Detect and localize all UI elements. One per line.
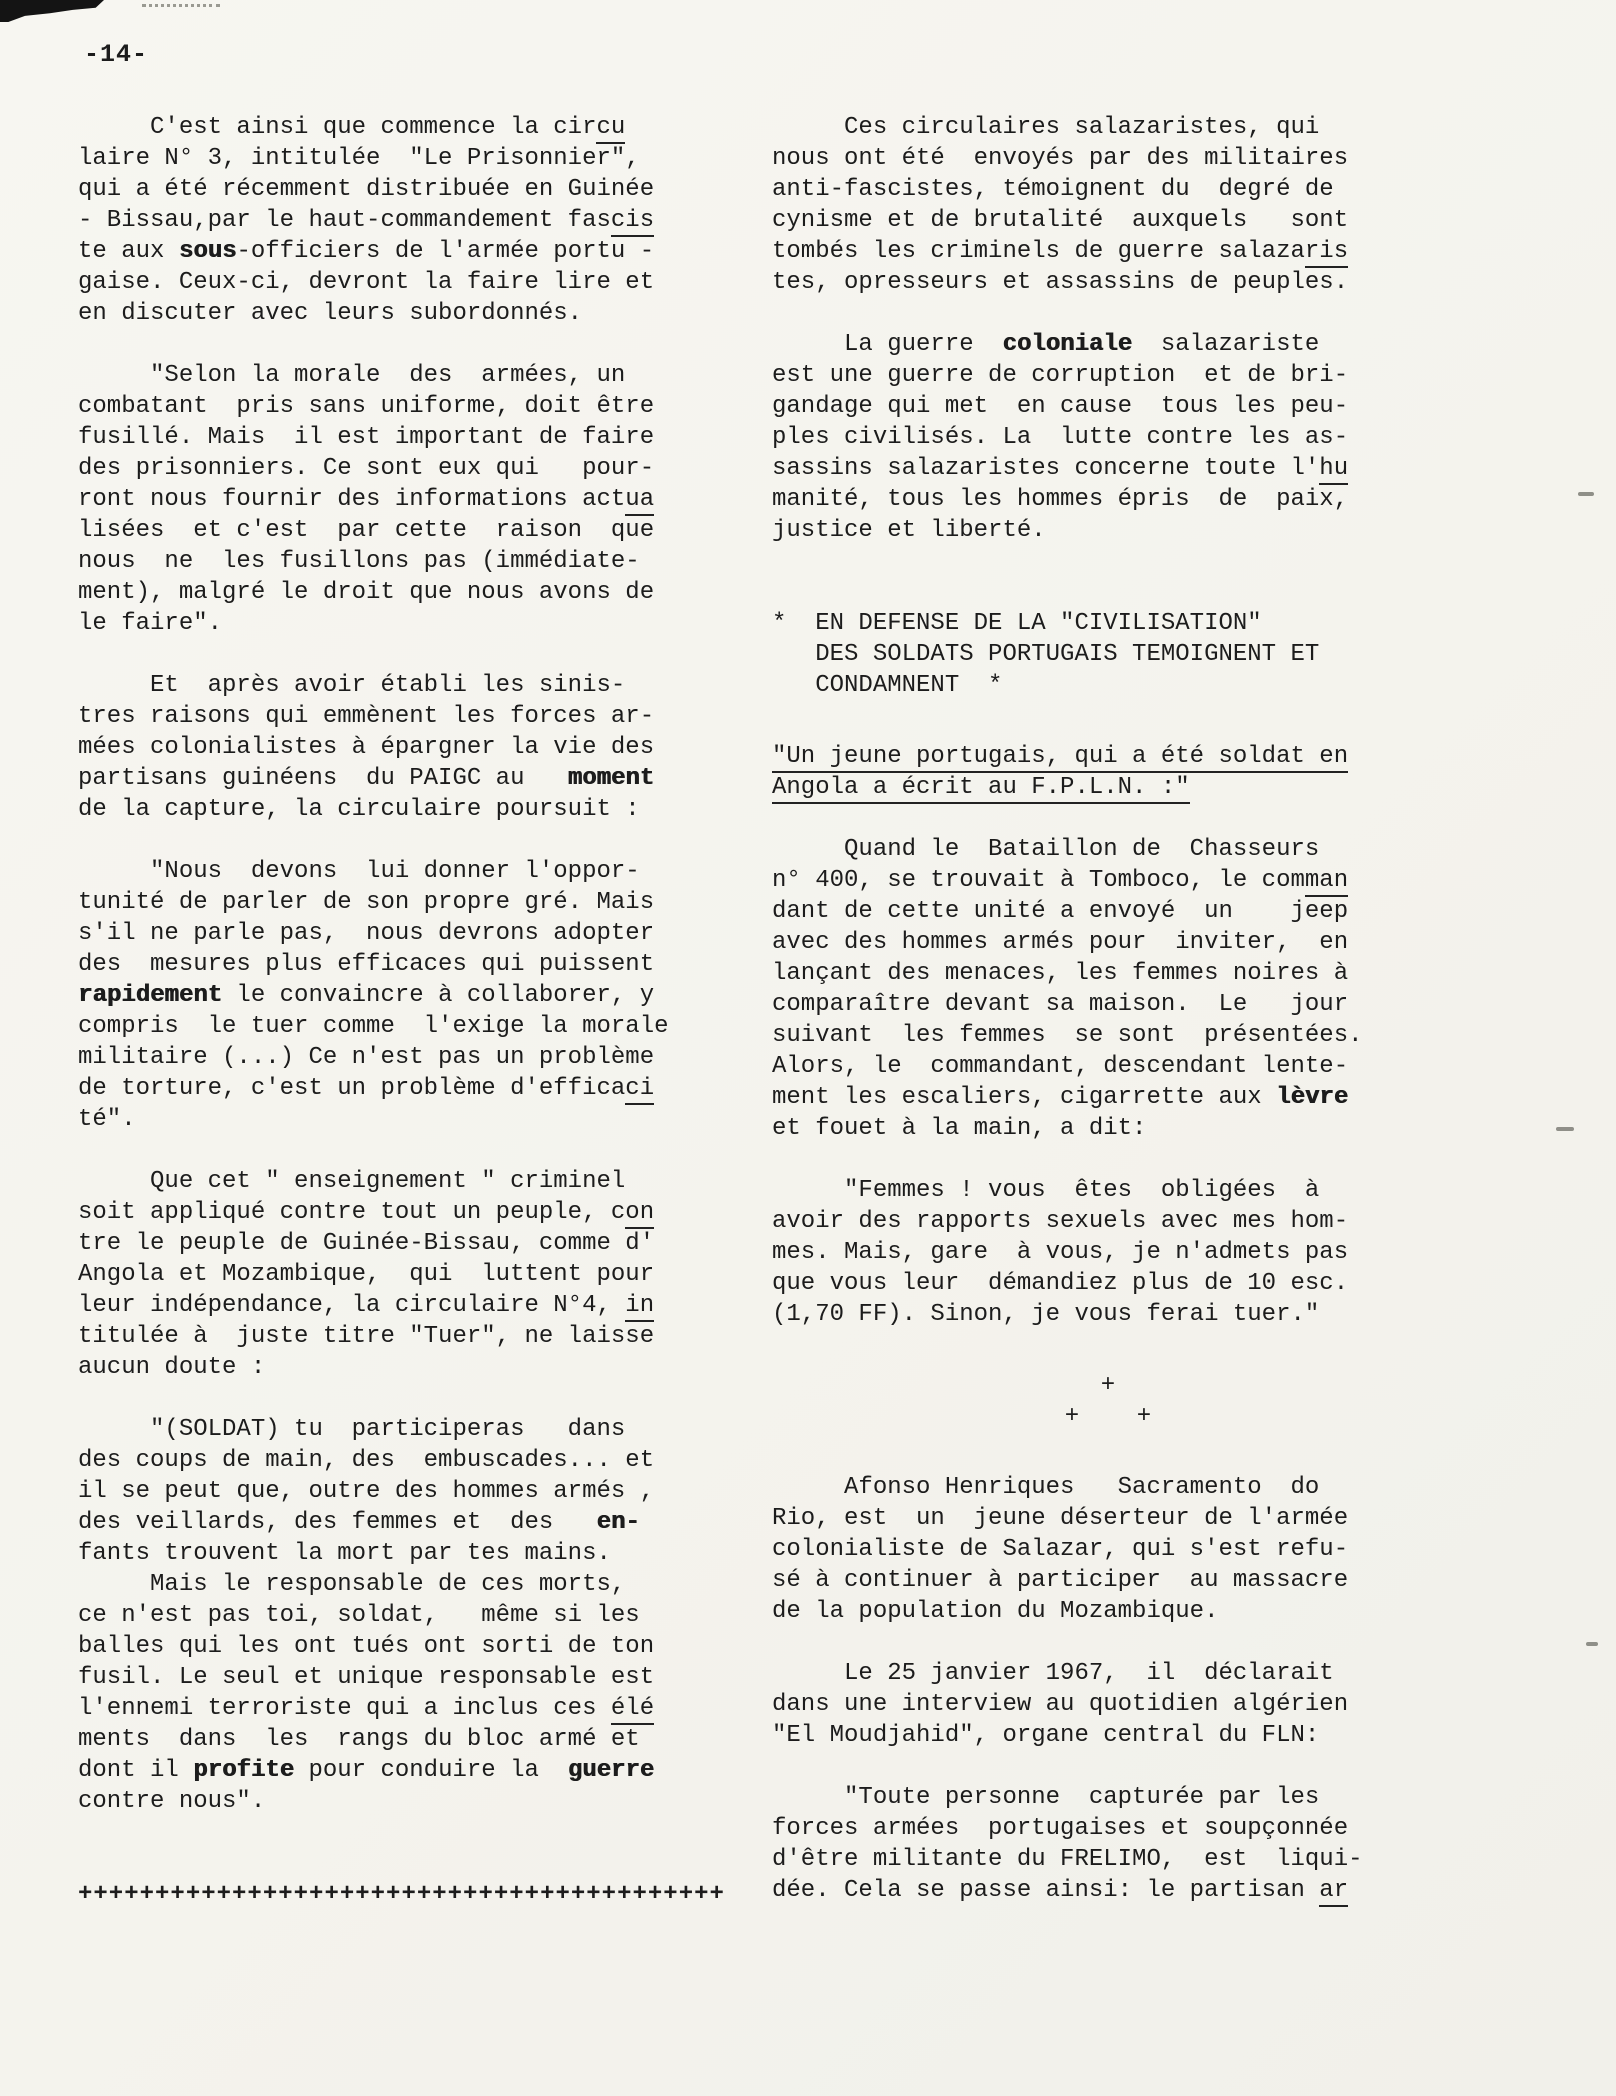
text-line: il se peut que, outre des hommes armés , (78, 1478, 655, 1505)
text-line: "Nous devons lui donner l'oppor- (78, 858, 640, 885)
text-line: n° 400, se trouvait à Tomboco, le comman (772, 865, 1444, 896)
text-line: des prisonniers. Ce sont eux qui pour- (78, 455, 655, 482)
text-line: DES SOLDATS PORTUGAIS TEMOIGNENT ET (772, 641, 1320, 668)
underlined-text: cis (611, 207, 654, 237)
text-line: Que cet " enseignement " criminel (78, 1168, 626, 1195)
text-line: (1,70 FF). Sinon, je vous ferai tuer." (772, 1301, 1320, 1328)
overstruck-text: lèvre (1276, 1084, 1349, 1111)
text-line: compris le tuer comme l'exige la morale (78, 1013, 669, 1040)
text-line: tre le peuple de Guinée-Bissau, comme d' (78, 1230, 655, 1257)
heading-en-defense (772, 608, 1444, 701)
text-line: te aux sous-officiers de l'armée portu - (78, 238, 655, 265)
text-line: en discuter avec leurs subordonnés. (78, 300, 583, 327)
text-line: gandage qui met en cause tous les peu- (772, 393, 1349, 420)
text-line: dont il profite pour conduire la guerre (78, 1757, 655, 1784)
text-line: Ces circulaires salazaristes, qui (772, 114, 1320, 141)
text-line: ment), malgré le droit que nous avons de (78, 579, 655, 606)
paragraph-afonso-henriques (772, 1472, 1444, 1627)
text-line: Afonso Henriques Sacramento do (772, 1474, 1320, 1501)
text-line: tes, opresseurs et assassins de peuples. (772, 269, 1349, 296)
text-line: "(SOLDAT) tu participeras dans (78, 1416, 626, 1443)
text-line: ++++++++++++++++++++++++++++++++++++++++++ (78, 1881, 725, 1908)
paragraph-selon-la-morale (78, 360, 750, 639)
text-line: de la population du Mozambique. (772, 1598, 1219, 1625)
underlined-text: hu (1319, 455, 1348, 485)
text-line: La guerre coloniale salazariste (772, 331, 1320, 358)
text-line: suivant les femmes se sont présentées. (772, 1022, 1363, 1049)
paragraph-circulaires-salazaristes (772, 112, 1444, 298)
paragraph-nous-devons (78, 856, 750, 1135)
text-line: avoir des rapports sexuels avec mes hom- (772, 1208, 1349, 1235)
underlined-text: Angola a écrit au F.P.L.N. :" (772, 774, 1190, 804)
underlined-text: cu (596, 114, 625, 144)
text-line: des coups de main, des embuscades... et (78, 1447, 655, 1474)
text-line: lançant des menaces, les femmes noires à (772, 960, 1349, 987)
text-line: contre nous". (78, 1788, 266, 1815)
text-line: de torture, c'est un problème d'efficaci (78, 1073, 750, 1104)
text-line: partisans guinéens du PAIGC au moment (78, 765, 655, 792)
overstruck-text: en- (596, 1509, 640, 1536)
text-line: Mais le responsable de ces morts, (78, 1571, 626, 1598)
paragraph-femmes (772, 1175, 1444, 1330)
text-line: ront nous fournir des informations actua (78, 484, 750, 515)
text-line (772, 772, 1444, 803)
overstruck-text: guerre (567, 1757, 655, 1784)
text-line: ment les escaliers, cigarrette aux lèvre (772, 1084, 1349, 1111)
paragraph-toute-personne (772, 1782, 1444, 1906)
column-right (772, 112, 1444, 1906)
text-line: dant de cette unité a envoyé un jeep (772, 898, 1349, 925)
text-line: fusillé. Mais il est important de faire (78, 424, 655, 451)
text-line: Rio, est un jeune déserteur de l'armée (772, 1505, 1349, 1532)
text-line: Alors, le commandant, descendant lente- (772, 1053, 1349, 1080)
text-line: Le 25 janvier 1967, il déclarait (772, 1660, 1334, 1687)
underlined-text: man (1305, 867, 1348, 897)
text-line: justice et liberté. (772, 517, 1046, 544)
text-line: ce n'est pas toi, soldat, même si les (78, 1602, 640, 1629)
text-line: est une guerre de corruption et de bri- (772, 362, 1349, 389)
text-line: lisées et c'est par cette raison que (78, 517, 655, 544)
text-line: colonialiste de Salazar, qui s'est refu- (772, 1536, 1349, 1563)
paragraph-bataillon-chasseurs (772, 834, 1444, 1144)
text-line: l'ennemi terroriste qui a inclus ces élé (78, 1693, 750, 1724)
text-line: "Femmes ! vous êtes obligées à (772, 1177, 1320, 1204)
text-line: Quand le Bataillon de Chasseurs (772, 836, 1320, 863)
text-line: s'il ne parle pas, nous devrons adopter (78, 920, 655, 947)
text-line: soit appliqué contre tout un peuple, con (78, 1197, 750, 1228)
underlined-text: ar (1319, 1877, 1348, 1907)
text-line: ments dans les rangs du bloc armé et (78, 1726, 640, 1753)
text-line: C'est ainsi que commence la circu (78, 112, 750, 143)
underlined-text: ris (1305, 238, 1348, 268)
text-line: "Selon la morale des armées, un (78, 362, 626, 389)
text-line: combatant pris sans uniforme, doit être (78, 393, 655, 420)
separator-plus-marks (772, 1370, 1444, 1432)
text-line: cynisme et de brutalité auxquels sont (772, 207, 1349, 234)
column-left (78, 112, 750, 1910)
text-line: sassins salazaristes concerne toute l'hu (772, 453, 1444, 484)
text-line: rapidement le convaincre à collaborer, y (78, 982, 655, 1009)
text-line: aucun doute : (78, 1354, 266, 1381)
underlined-text: on (625, 1199, 654, 1229)
paragraph-sinistres-raisons (78, 670, 750, 825)
text-line: * EN DEFENSE DE LA "CIVILISATION" (772, 610, 1262, 637)
text-line: + (1100, 1372, 1116, 1399)
underlined-text: ua (625, 486, 654, 516)
page-number: -14- (84, 40, 149, 69)
underlined-text: élé (611, 1695, 654, 1725)
text-line: comparaître devant sa maison. Le jour (772, 991, 1349, 1018)
text-line: "El Moudjahid", organe central du FLN: (772, 1722, 1320, 1749)
text-line: dée. Cela se passe ainsi: le partisan ar (772, 1875, 1444, 1906)
text-line: que vous leur démandiez plus de 10 esc. (772, 1270, 1349, 1297)
paragraph-guerre-coloniale (772, 329, 1444, 546)
text-line: qui a été récemment distribuée en Guinée (78, 176, 655, 203)
text-line: avec des hommes armés pour inviter, en (772, 929, 1349, 956)
text-line: laire N° 3, intitulée "Le Prisonnier", (78, 145, 640, 172)
text-line: titulée à juste titre "Tuer", ne laisse (78, 1323, 655, 1350)
text-line: + + (1064, 1403, 1152, 1430)
overstruck-text: moment (567, 765, 655, 792)
scan-artifact-corner (0, 0, 104, 22)
text-line: nous ont été envoyés par des militaires (772, 145, 1349, 172)
paragraph-responsable (78, 1569, 750, 1817)
text-line: manité, tous les hommes épris de paix, (772, 486, 1349, 513)
scan-artifact-dash (1578, 492, 1594, 496)
text-line: nous ne les fusillons pas (immédiate- (78, 548, 640, 575)
scan-artifact-dash (1586, 1642, 1598, 1646)
text-line: tres raisons qui emmènent les forces ar- (78, 703, 655, 730)
underlined-text: in (625, 1292, 654, 1322)
text-line: Et après avoir établi les sinis- (78, 672, 626, 699)
text-line: gaise. Ceux-ci, devront la faire lire et (78, 269, 655, 296)
text-line: - Bissau,par le haut-commandement fascis (78, 205, 750, 236)
text-line: militaire (...) Ce n'est pas un problème (78, 1044, 655, 1071)
text-line: et fouet à la main, a dit: (772, 1115, 1147, 1142)
text-line: CONDAMNENT * (772, 672, 1003, 699)
text-line: mes. Mais, gare à vous, je n'admets pas (772, 1239, 1349, 1266)
overstruck-text: coloniale (1002, 331, 1133, 358)
text-line: mées colonialistes à épargner la vie des (78, 734, 655, 761)
text-line: forces armées portugaises et soupçonnée (772, 1815, 1349, 1842)
text-line: "Toute personne capturée par les (772, 1784, 1320, 1811)
scan-artifact-dash (1556, 1127, 1574, 1131)
paragraph-soldat (78, 1414, 750, 1569)
separator-plus-row (78, 1879, 750, 1910)
text-line: tombés les criminels de guerre salazaris (772, 236, 1444, 267)
text-line: anti-fascistes, témoignent du degré de (772, 176, 1334, 203)
paragraph-25-janvier (772, 1658, 1444, 1751)
text-line: des mesures plus efficaces qui puissent (78, 951, 655, 978)
text-line: d'être militante du FRELIMO, est liqui- (772, 1846, 1363, 1873)
text-line: fants trouvent la mort par tes mains. (78, 1540, 611, 1567)
text-line: de la capture, la circulaire poursuit : (78, 796, 640, 823)
text-line: leur indépendance, la circulaire N°4, in (78, 1290, 750, 1321)
text-line (772, 741, 1444, 772)
text-line: Angola et Mozambique, qui luttent pour (78, 1261, 655, 1288)
text-line: té". (78, 1106, 136, 1133)
text-line: le faire". (78, 610, 223, 637)
overstruck-text: profite (193, 1757, 295, 1784)
overstruck-text: sous (178, 238, 237, 265)
overstruck-text: rapidement (78, 982, 223, 1009)
text-line: fusil. Le seul et unique responsable est (78, 1664, 655, 1691)
heading-jeune-portugais (772, 741, 1444, 803)
text-line: sé à continuer à participer au massacre (772, 1567, 1349, 1594)
text-line: tunité de parler de son propre gré. Mais (78, 889, 655, 916)
text-line: balles qui les ont tués ont sorti de ton (78, 1633, 655, 1660)
underlined-text: ci (625, 1075, 654, 1105)
text-line: ples civilisés. La lutte contre les as- (772, 424, 1349, 451)
paragraph-circulaire-3 (78, 112, 750, 329)
text-line: dans une interview au quotidien algérien (772, 1691, 1349, 1718)
underlined-text: "Un jeune portugais, qui a été soldat en (772, 743, 1348, 773)
paragraph-enseignement-criminel (78, 1166, 750, 1383)
scan-artifact-dotted-line (142, 4, 220, 7)
text-line: des veillards, des femmes et des en- (78, 1509, 640, 1536)
